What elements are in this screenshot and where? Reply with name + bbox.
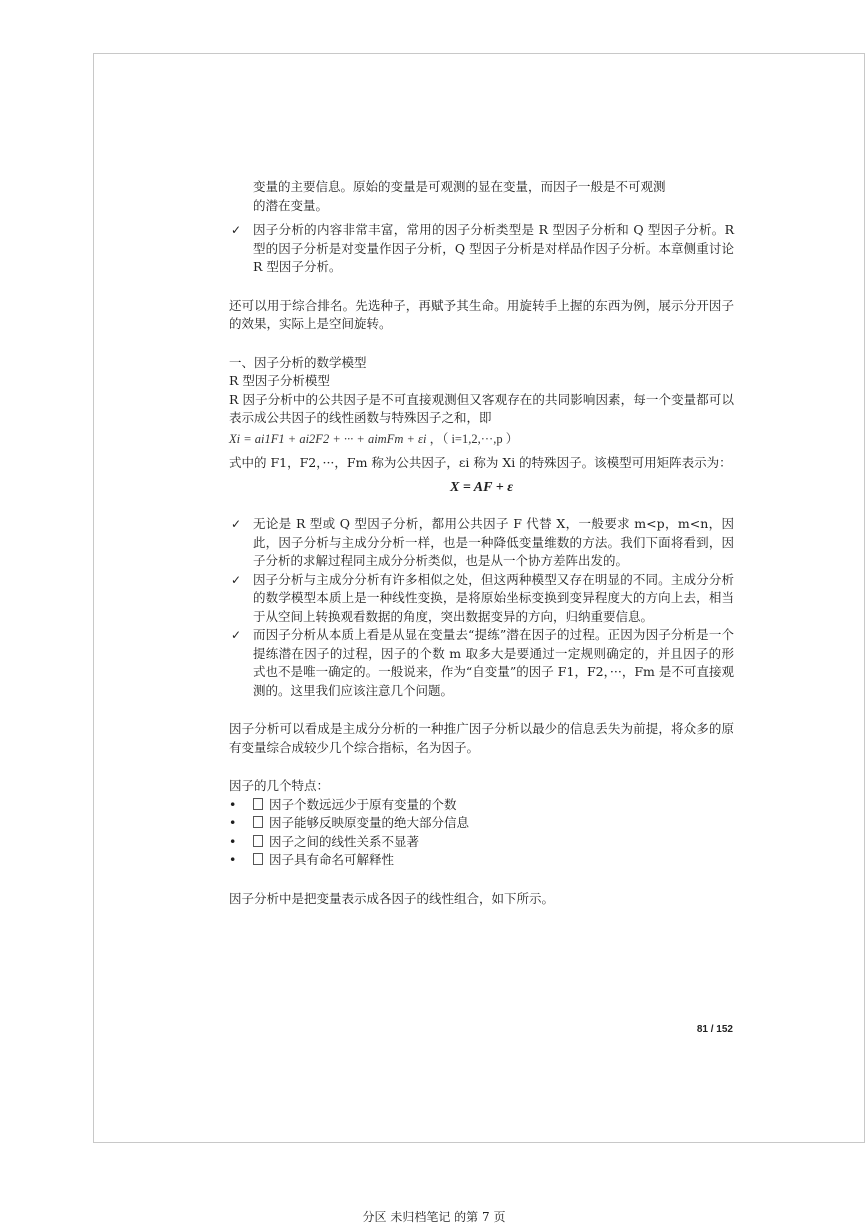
feature-item: • 因子个数远远少于原有变量的个数 [229,796,734,815]
missing-glyph-icon [253,835,263,847]
paragraph-model: R 因子分析中的公共因子是不可直接观测但又客观存在的共同影响因素，每一个变量都可以表示成公共因子的线性函数与特殊因子之和，即 [229,391,734,425]
feature-item: • 因子具有命名可解释性 [229,851,734,870]
features-title: 因子的几个特点： [229,778,330,793]
paragraph-line: 变量的主要信息。原始的变量是可观测的显在变量，而因子一般是不可观测 [253,179,666,194]
paragraph-generalization: 因子分析可以看成是主成分分析的一种推广因子分析以最少的信息丢失为前提，将众多的原有变量综合成较少几个综合指标，名为因子。 [229,721,734,755]
formula-condition: ，（ i=1,2,···,p ） [429,431,519,446]
checklist-item: ✓ 无论是 R 型或 Q 型因子分析，都用公共因子 F 代替 X，一般要求 m<p，m<n，因此，因子分析与主成分分析一样，也是一种降低变量维数的方法。我们下面将看到，因子分析的求解过程同主成分分析类似，也是从一个协方差阵出发的。 [229,515,734,571]
section-title: 一、因子分析的数学模型 [229,354,367,370]
missing-glyph-icon [253,798,263,810]
paragraph-formula-explain: 式中的 F1，F2，···，Fm 称为公共因子，εi 称为 Xi 的特殊因子。该模型可用矩阵表示为： [229,455,732,470]
formula-expression: Xi = ai1F1 + ai2F2 + ··· + aimFm + εi [229,431,427,446]
checklist-item: ✓ 而因子分析从本质上看是从显在变量去“提练”潜在因子的过程。正因为因子分析是一个提练潜在因子的过程，因子的个数 m 取多大是要通过一定规则确定的，并且因子的形式也不是唯一确定的。一般说来，作为“自变量”的因子 F1，F2，···，Fm 是不可直接观测的。这里我们应该注意几个问题。 [229,626,734,700]
document-page [93,53,865,1143]
checklist-item: ✓ 因子分析的内容非常丰富，常用的因子分析类型是 R 型因子分析和 Q 型因子分析。R 型的因子分析是对变量作因子分析，Q 型因子分析是对样品作因子分析。本章侧重讨论 R 型因子分析。 [229,221,734,277]
feature-item: • 因子能够反映原变量的绝大部分信息 [229,814,734,833]
page-footer: 分区 未归档笔记 的第 7 页 [362,1210,506,1224]
missing-glyph-icon [253,853,263,865]
paragraph-continued [229,178,734,215]
paragraph-line: 的潜在变量。 [253,197,329,213]
paragraph-closing: 因子分析中是把变量表示成各因子的线性组合，如下所示。 [229,890,555,906]
missing-glyph-icon [253,816,263,828]
page-number: 81 / 152 [696,1024,733,1035]
page-content [229,178,734,908]
feature-item: • 因子之间的线性关系不显著 [229,833,734,852]
checklist-item: ✓ 因子分析与主成分分析有许多相似之处，但这两种模型又存在明显的不同。主成分分析的数学模型本质上是一种线性变换，是将原始坐标变换到变异程度大的方向上去，相当于从空间上转换观看数据的角度，突出数据变异的方向，归纳重要信息。 [229,571,734,627]
matrix-formula: X = AF + ε [450,479,513,495]
linear-model-formula [229,430,734,449]
paragraph-ranking: 还可以用于综合排名。先选种子，再赋予其生命。用旋转手上握的东西为例，展示分开因子的效果，实际上是空间旋转。 [229,297,734,331]
subsection-title: R 型因子分析模型 [229,373,330,388]
